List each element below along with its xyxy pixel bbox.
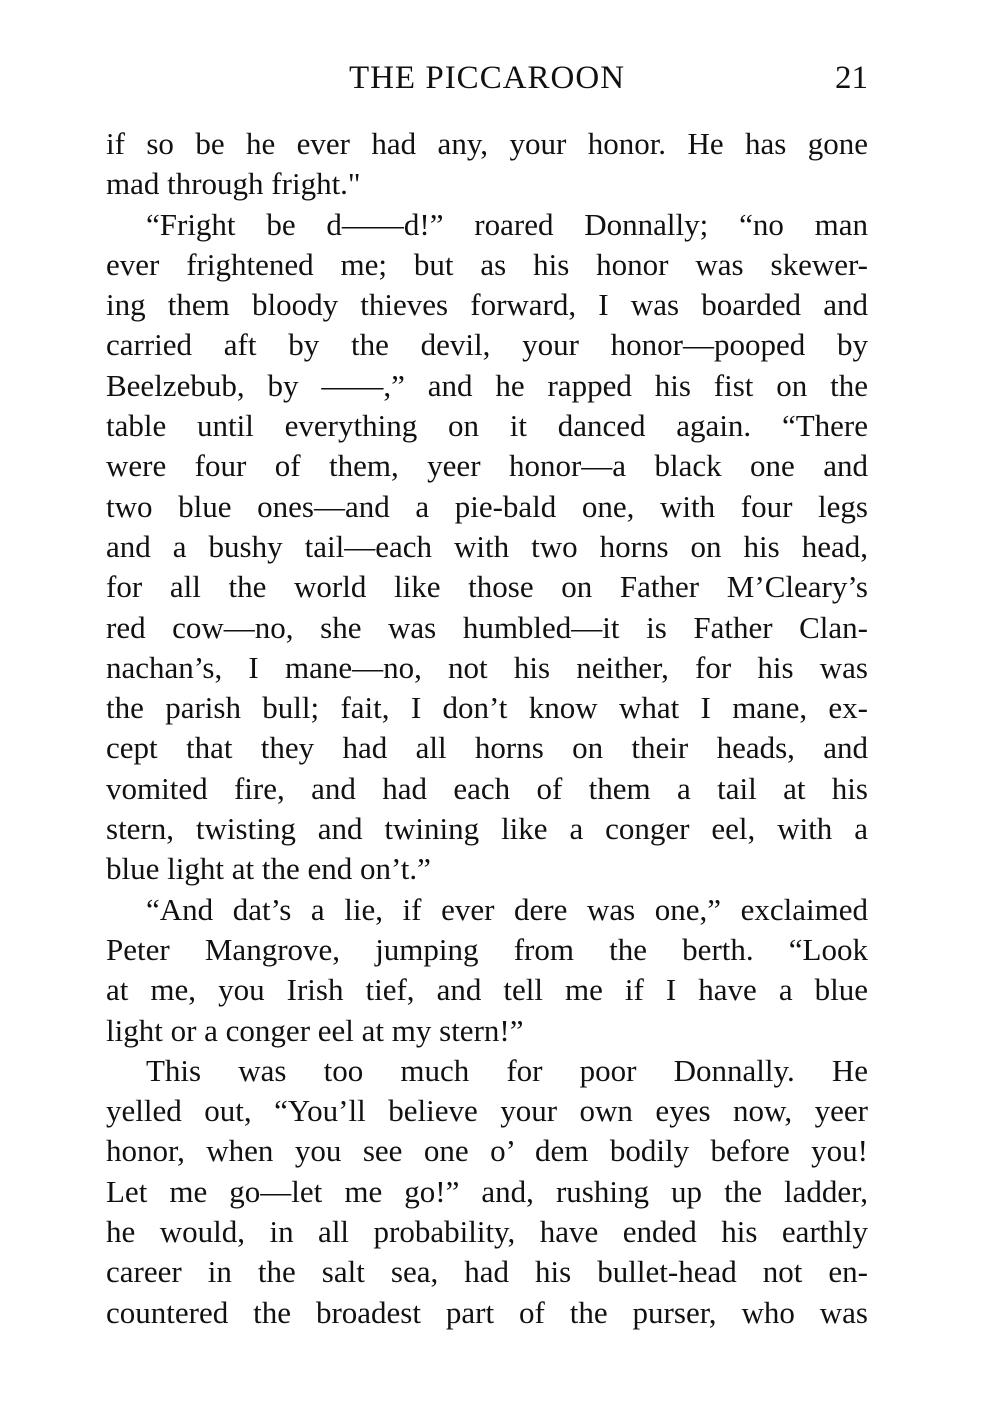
text-line: mad through fright." <box>106 166 361 202</box>
text-line: career in the salt sea, had his bullet-head not en- <box>106 1254 868 1290</box>
text-line: nachan’s, I mane—no, not his neither, for his was <box>106 649 868 685</box>
text-line: for all the world like those on Father M’Cleary’s <box>106 569 868 605</box>
text-line: light or a conger eel at my stern!” <box>106 1012 524 1048</box>
text-line: Peter Mangrove, jumping from the berth. “Look <box>106 931 868 967</box>
text-line: ever frightened me; but as his honor was skewer- <box>106 246 868 282</box>
text-line: were four of them, yeer honor—a black one and <box>106 448 868 484</box>
text-line: he would, in all probability, have ended his earthly <box>106 1214 868 1250</box>
text-line: the parish bull; fait, I don’t know what I mane, ex- <box>106 690 868 726</box>
text-line: if so be he ever had any, your honor. He has gone <box>106 126 868 161</box>
page-number: 21 <box>835 60 868 96</box>
text-line: countered the broadest part of the purser, who was <box>106 1294 868 1330</box>
text-line: table until everything on it danced again. “There <box>106 408 868 444</box>
paragraph <box>106 890 868 1051</box>
running-title: THE PICCAROON <box>348 60 626 96</box>
paragraph <box>106 124 868 205</box>
text-line: cept that they had all horns on their heads, and <box>106 730 868 766</box>
text-line: carried aft by the devil, your honor—pooped by <box>106 327 868 363</box>
paragraph <box>106 1051 868 1333</box>
text-line: honor, when you see one o’ dem bodily before you! <box>106 1133 868 1169</box>
text-line: Let me go—let me go!” and, rushing up the ladder, <box>106 1173 868 1209</box>
text-line: at me, you Irish tief, and tell me if I have a blue <box>106 972 868 1008</box>
running-head <box>106 56 868 100</box>
text-line: “And dat’s a lie, if ever dere was one,” exclaimed <box>146 891 868 927</box>
text-line: yelled out, “You’ll believe your own eyes now, yeer <box>106 1093 868 1129</box>
text-line: ing them bloody thieves forward, I was boarded and <box>106 287 868 323</box>
text-line: and a bushy tail—each with two horns on his head, <box>106 528 868 564</box>
text-line: “Fright be d——d!” roared Donnally; “no man <box>146 206 868 242</box>
text-line: blue light at the end on’t.” <box>106 851 431 887</box>
text-line: stern, twisting and twining like a conger eel, with a <box>106 811 868 847</box>
text-line: Beelzebub, by ——,” and he rapped his fist on the <box>106 367 868 403</box>
paragraph <box>106 205 868 890</box>
text-line: vomited fire, and had each of them a tail at his <box>106 770 868 806</box>
text-line: red cow—no, she was humbled—it is Father Clan- <box>106 609 868 645</box>
text-body <box>106 124 868 1333</box>
text-line: two blue ones—and a pie-bald one, with four legs <box>106 488 868 524</box>
text-line: This was too much for poor Donnally. He <box>146 1052 868 1088</box>
